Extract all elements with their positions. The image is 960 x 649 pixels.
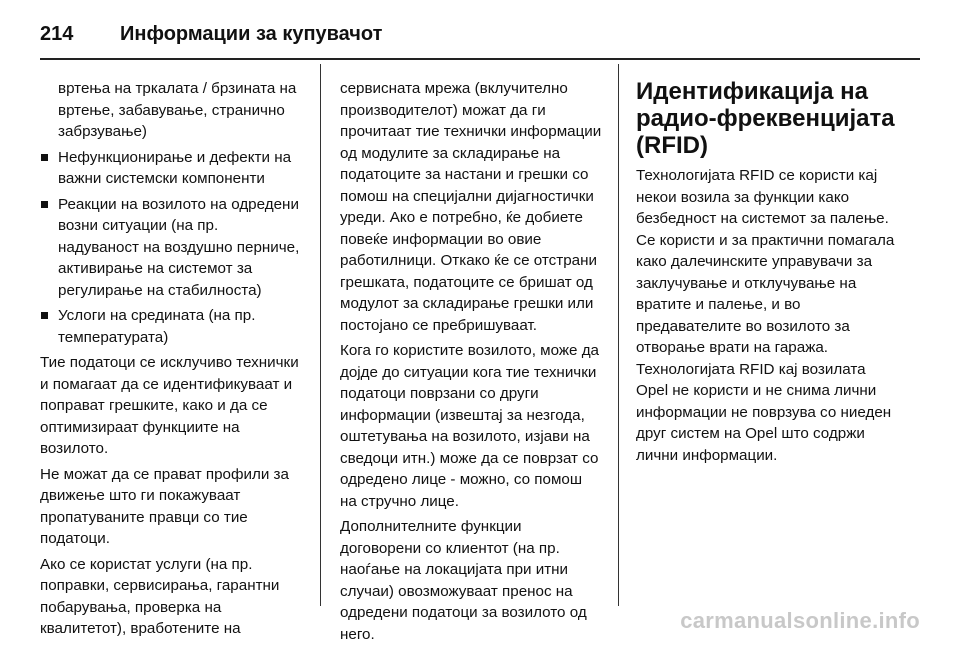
page-title: Информации за купувачот (120, 22, 383, 45)
page-header (40, 14, 920, 54)
bullet-square-icon (41, 154, 48, 161)
bullet-item (40, 194, 302, 302)
column-1 (40, 78, 302, 644)
column-2 (340, 78, 602, 649)
paragraph: Дополнителните функции договорени со клиентот (на пр. наоѓање на локацијата при итни случаи) овозможуваат пренос на одредени податоци за возилото од него. (340, 518, 587, 643)
continuation-text: вртења на тркалата / брзината на вртење, забавување, странично забрзување) (58, 80, 297, 140)
watermark: carmanualsonline.info (680, 608, 920, 633)
paragraph: Кога го користите возилото, може да дојде до ситуации кога тие технички податоци поврзани со други информации (извештај за незгода, оштетувања на возилото, изјави на сведоци итн.) може да се поврзат со одредено лице - можно, со помош на стручно лице. (340, 342, 600, 510)
paragraph: Тие податоци се исклучиво технички и помагаат да се идентификуваат и поправат грешките, како и да се оптимизираат функциите на возилото. (40, 354, 299, 457)
bullet-item (40, 147, 302, 190)
paragraph: Технологијата RFID се користи кај некои возила за функции како безбедност на системот за палење. Се користи и за практични помагала како далечинските управувачи за заклучување и отклучување на вратите и палење, и во предавателите во возилото за отворање врати на гаража. Технологијата RFID кај возилата Opel не користи и не снима лични информации не поврзува со ниеден друг систем на Opel што содржи лични информации. (636, 167, 895, 464)
bullet-text: Нефункционирање и дефекти на важни системски компоненти (58, 148, 292, 187)
column-divider-2 (618, 64, 619, 606)
bullet-text: Услоги на средината (на пр. температурата) (58, 307, 256, 346)
paragraph: Не можат да се прават профили за движење што ги покажуваат пропатуваните правци со тие податоци. (40, 465, 289, 547)
paragraph: Ако се користат услуги (на пр. поправки, сервисирања, гарантни побарувања, проверка на квалитетот), вработените на (40, 555, 280, 637)
header-rule (40, 58, 920, 60)
page-number: 214 (40, 22, 74, 45)
column-3 (636, 78, 898, 470)
bullet-square-icon (41, 201, 48, 208)
bullet-text: Реакции на возилото на одредени возни ситуации (на пр. надуваност на воздушно перниче, активирање на системот за регулирање на стабилноста) (58, 195, 300, 299)
column-divider-1 (320, 64, 321, 606)
bullet-square-icon (41, 312, 48, 319)
section-heading: Идентификација на радио-фреквенцијата (RFID) (636, 78, 895, 159)
bullet-item (40, 305, 302, 348)
paragraph: сервисната мрежа (вклучително производителот) можат да ги прочитаат тие технички информации од модулите за складирање на податоците за настани и грешки со помош на специјални дијагностички уреди. Ако е потребно, ќе добиете повеќе информации во овие работилници. Откако ќе се отстрани грешката, податоците се бришат од модулот за складирање грешки или постојано се пребришуваат. (340, 80, 602, 334)
